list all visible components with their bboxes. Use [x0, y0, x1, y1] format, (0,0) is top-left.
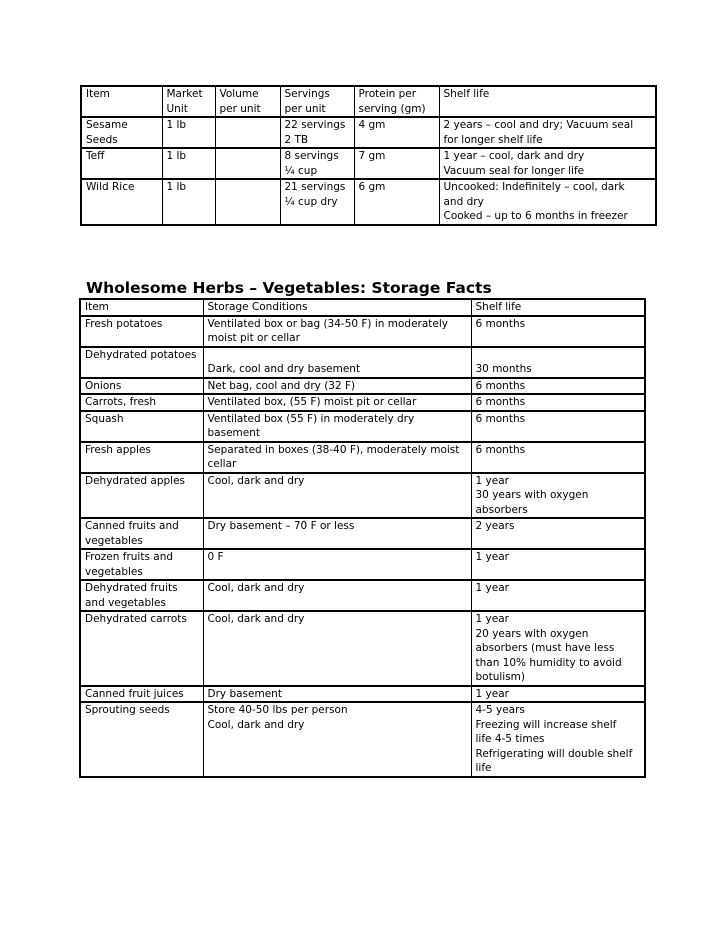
table-header-row [81, 86, 656, 117]
table-cell: Cool, dark and dry [203, 611, 471, 686]
table-row [80, 347, 645, 378]
table-cell: 4-5 years Freezing will increase shelf life 4-5 times Refrigerating will double shelf life [471, 702, 645, 777]
table-cell: 1 year 30 years with oxygen absorbers [471, 473, 645, 519]
table-cell: Fresh apples [80, 442, 203, 473]
table-cell: Ventilated box (55 F) in moderately dry basement [203, 411, 471, 442]
table-cell: 0 F [203, 549, 471, 580]
table-row [81, 117, 656, 148]
table-cell: 1 year [471, 686, 645, 703]
table-cell: Dark, cool and dry basement [203, 347, 471, 378]
table-cell: Separated in boxes (38-40 F), moderately moist cellar [203, 442, 471, 473]
table-cell: 7 gm [354, 148, 439, 179]
table-row [80, 702, 645, 777]
table-cell: 6 gm [354, 179, 439, 225]
table-cell: Carrots, fresh [80, 394, 203, 411]
table-cell: Fresh potatoes [80, 316, 203, 347]
table-cell: Cool, dark and dry [203, 473, 471, 519]
table-row [81, 179, 656, 225]
table-header-row [80, 299, 645, 316]
table-cell: 21 servings ¼ cup dry [280, 179, 354, 225]
table-cell: 30 months [471, 347, 645, 378]
table-cell: 6 months [471, 316, 645, 347]
table-cell: 1 year [471, 549, 645, 580]
table-cell: Ventilated box, (55 F) moist pit or cellar [203, 394, 471, 411]
table-cell: 6 months [471, 378, 645, 395]
table-cell: Store 40-50 lbs per person Cool, dark and dry [203, 702, 471, 777]
table-cell: Wild Rice [81, 179, 162, 225]
header-cell: Market Unit [162, 86, 215, 117]
header-cell: Servings per unit [280, 86, 354, 117]
table-cell [215, 148, 280, 179]
table-cell: Onions [80, 378, 203, 395]
table-row [80, 316, 645, 347]
header-cell: Item [80, 299, 203, 316]
table-cell: Cool, dark and dry [203, 580, 471, 611]
table-cell: Teff [81, 148, 162, 179]
table-cell: Uncooked: Indefinitely – cool, dark and dry Cooked – up to 6 months in freezer [439, 179, 656, 225]
table-cell: Net bag, cool and dry (32 F) [203, 378, 471, 395]
table-row [80, 473, 645, 519]
table-cell: Frozen fruits and vegetables [80, 549, 203, 580]
table-cell: 6 months [471, 411, 645, 442]
table-cell: Squash [80, 411, 203, 442]
table-cell: Dehydrated carrots [80, 611, 203, 686]
table-row [81, 148, 656, 179]
vegetables-storage-table [79, 298, 646, 778]
table-row [80, 549, 645, 580]
table-cell: Dehydrated potatoes [80, 347, 203, 378]
table-row [80, 580, 645, 611]
table-cell: 2 years [471, 518, 645, 549]
header-cell: Shelf life [439, 86, 656, 117]
table-row [80, 411, 645, 442]
table-cell: 22 servings 2 TB [280, 117, 354, 148]
header-cell: Storage Conditions [203, 299, 471, 316]
header-cell: Item [81, 86, 162, 117]
table-cell: Dry basement – 70 F or less [203, 518, 471, 549]
table-row [80, 518, 645, 549]
header-cell: Protein per serving (gm) [354, 86, 439, 117]
table-row [80, 686, 645, 703]
header-cell: Volume per unit [215, 86, 280, 117]
table-cell: Dehydrated fruits and vegetables [80, 580, 203, 611]
table-cell: Dry basement [203, 686, 471, 703]
table-cell: Ventilated box or bag (34-50 F) in moderately moist pit or cellar [203, 316, 471, 347]
table-row [80, 442, 645, 473]
table-cell [215, 179, 280, 225]
table-cell: 1 year [471, 580, 645, 611]
table-cell: 1 year – cool, dark and dry Vacuum seal for longer life [439, 148, 656, 179]
table-cell: Dehydrated apples [80, 473, 203, 519]
table-cell: 6 months [471, 394, 645, 411]
table-cell: 1 year 20 years with oxygen absorbers (must have less than 10% humidity to avoid botulism) [471, 611, 645, 686]
table-cell: 6 months [471, 442, 645, 473]
table-cell: 1 lb [162, 148, 215, 179]
table-cell: Canned fruits and vegetables [80, 518, 203, 549]
table-row [80, 611, 645, 686]
header-cell: Shelf life [471, 299, 645, 316]
table-cell: Canned fruit juices [80, 686, 203, 703]
table-row [80, 378, 645, 395]
table-cell: 4 gm [354, 117, 439, 148]
section-title: Wholesome Herbs – Vegetables: Storage Facts [86, 279, 492, 297]
table-row [80, 394, 645, 411]
table-cell: Sesame Seeds [81, 117, 162, 148]
table-cell [215, 117, 280, 148]
table-cell: 1 lb [162, 117, 215, 148]
table-cell: Sprouting seeds [80, 702, 203, 777]
table-cell: 8 servings ¼ cup [280, 148, 354, 179]
table-cell: 2 years – cool and dry; Vacuum seal for longer shelf life [439, 117, 656, 148]
grains-storage-table [80, 85, 657, 226]
table-cell: 1 lb [162, 179, 215, 225]
